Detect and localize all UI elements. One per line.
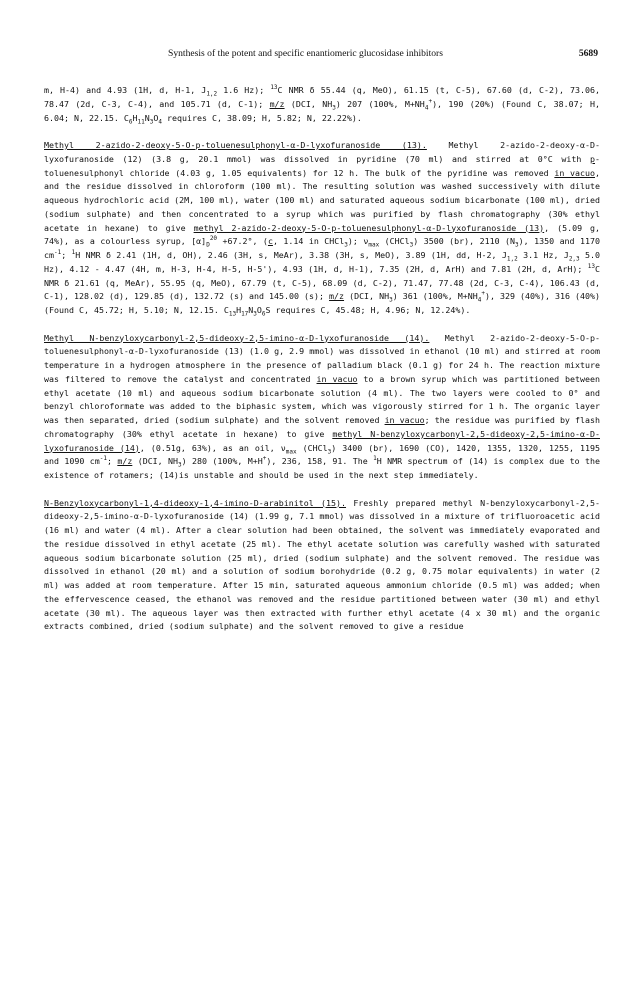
paragraph-compound-15: N-Benzyloxycarbonyl-1,4-dideoxy-1,4-imino-D-arabinitol (15). Freshly prepared methyl N-benzyloxycarbonyl-2,5-dideoxy-2,5-imino-α-D-lyxofuranoside (14) (1.99 g, 7.1 mmol) was dissolved in a mixture of trifluoroacetic acid (16 ml) and water (4 ml). After a clear solution had been obtained, the solvent was immediately evaporated and the residue dissolved in ethyl acetate (25 ml). The ethyl acetate solution was carefully washed with saturated aqueous sodium bicarbonate solution (25 ml), dried (sodium sulphate) and the solvent removed. The residue was dissolved in ethanol (20 ml) and a solution of sodium borohydride (0.2 g, 0.75 molar equivalents) in water (2 ml) was added at room temperature. After 15 min, saturated aqueous ammonium chloride (0.5 ml) was added; when the effervescence ceased, the ethanol was removed and the residue partitioned between water (30 ml) and ethyl acetate (30 ml). The aqueous layer was then extracted with further ethyl acetate (4 x 30 ml) and the organic extracts combined, dried (sodium sulphate) and the solvent removed to give a residue	[44, 497, 600, 632]
paragraph-compound-14: Methyl N-benzyloxycarbonyl-2,5-dideoxy-2,5-imino-α-D-lyxofuranoside (14). Methyl 2-azido-2-deoxy-5-O-p-toluenesulphonyl-α-D-lyxofuranoside (13) (1.0 g, 2.9 mmol) was dissolved in ethanol (10 ml) and stirred at room temperature in a hydrogen atmosphere in the presence of palladium black (0.1 g) for 24 h. The reaction mixture was filtered to remove the catalyst and concentrated in vacuo to a brown syrup which was partitioned between ethyl acetate (10 ml) and aqueous sodium bicarbonate solution (4 ml). The two layers were cooled to 0° and benzyl chloroformate was added to the biphasic system, which was vigorously stirred for 1 h. The organic layer was then separated, dried (sodium sulphate) and the solvent removed in vacuo; the residue was purified by flash chromatography (30% ethyl acetate in hexane) to give methyl N-benzyloxycarbonyl-2,5-dideoxy-2,5-imino-α-D-lyxofuranoside (14), (0.51g, 63%), as an oil, $\nu_{max}$ (CHCl$_3$) 3400 (br), 1690 (CO), 1420, 1355, 1320, 1255, 1195 and 1090 $cm^{-1}$; m/z (DCI, $NH_3$) 280 (100%, M+H+), 236, 158, 91. The $^1$H NMR spectrum of (14) is complex due to the existence of rotamers; (14)is unstable and should be used in the next step immediately.	[44, 332, 600, 480]
compound-13-heading: Methyl 2-azido-2-deoxy-5-O-p-toluenesulphonyl-α-D-lyxofuranoside (13).	[44, 140, 427, 150]
compound-15-heading: N-Benzyloxycarbonyl-1,4-dideoxy-1,4-imino-D-arabinitol (15).	[44, 497, 347, 508]
compound-14-heading: Methyl N-benzyloxycarbonyl-2,5-dideoxy-2,5-imino-α-D-lyxofuranoside (14).	[44, 332, 430, 343]
article-body	[44, 84, 600, 634]
running-title: Synthesis of the potent and specific enantiomeric glucosidase inhibitors	[168, 48, 443, 59]
paragraph-continuation: m, H-4) and 4.93 (1H, d, H-1, $J_{1,2}$ 1.6 Hz); $^{13}$C NMR δ 55.44 (q, MeO), 61.15 (t, C-5), 67.60 (d, C-2), 73.06, 78.47 (2d, C-3, C-4), and 105.71 (d, C-1); m/z (DCI, $NH_3$) 207 (100%, $M+NH_4^+$), 190 (20%) (Found C, 38.07; H, 6.04; N, 22.15. $C_6H_{11}N_3O_4$ requires C, 38.09; H, 5.82; N, 22.22%).	[44, 84, 601, 126]
page-number: 5689	[578, 48, 598, 59]
paragraph-compound-13: Methyl 2-azido-2-deoxy-5-O-p-toluenesulphonyl-α-D-lyxofuranoside (13). Methyl 2-azido-2-deoxy-α-D-lyxofuranoside (12) (3.8 g, 20.1 mmol) was dissolved in pyridine (70 ml) and stirred at 0°C with p-toluenesulphonyl chloride (4.03 g, 1.05 equivalents) for 12 h. The bulk of the pyridine was removed in vacuo, and the residue dissolved in chloroform (100 ml). The resulting solution was washed successively with dilute aqueous hydrochloric acid (2M, 100 ml), water (100 ml) and saturated aqueous sodium bicarbonate (100 ml), dried (sodium sulphate) and then concentrated to a syrup which was purified by flash chromatography (30% ethyl acetate in hexane) to give methyl 2-azido-2-deoxy-5-O-p-toluenesulphonyl-α-D-lyxofuranoside (13), (5.09 g, 74%), as a colourless syrup, $[\alpha]_D^{20} +67.2^\circ$, (c, 1.14 in CHCl$_3$); $\nu_{max}$ (CHCl$_3$) 3500 (br), 2110 $(N_3)$, 1350 and 1170 $cm^{-1}$; $^1$H NMR δ 2.41 (1H, d, OH), 2.46 (3H, s, MeAr), 3.38 (3H, s, MeO), 3.89 (1H, dd, H-2, $J_{1,2}$ 3.1 Hz, $J_{2,3}$ 5.0 Hz), 4.12 - 4.47 (4H, m, H-3, H-4, H-5, H-5'), 4.93 (1H, d, H-1), 7.35 (2H, d, ArH) and 7.81 (2H, d, ArH); $^{13}$C NMR δ 21.61 (q, MeAr), 55.95 (q, MeO), 67.79 (t, C-5), 68.09 (d, C-2), 71.47, 77.48 (2d, C-3, C-4), 106.43 (d, C-1), 128.02 (d), 129.85 (d), 132.72 (s) and 145.00 (s); m/z (DCI, $NH_3$) 361 (100%, $M+NH_4^+$), 329 (40%), 316 (40%) (Found C, 45.72; H, 5.10; N, 12.15. $C_{13}H_{17}N_3O_6S$ requires C, 45.48; H, 4.96; N, 12.24%).	[44, 140, 601, 318]
page-header	[44, 48, 604, 62]
